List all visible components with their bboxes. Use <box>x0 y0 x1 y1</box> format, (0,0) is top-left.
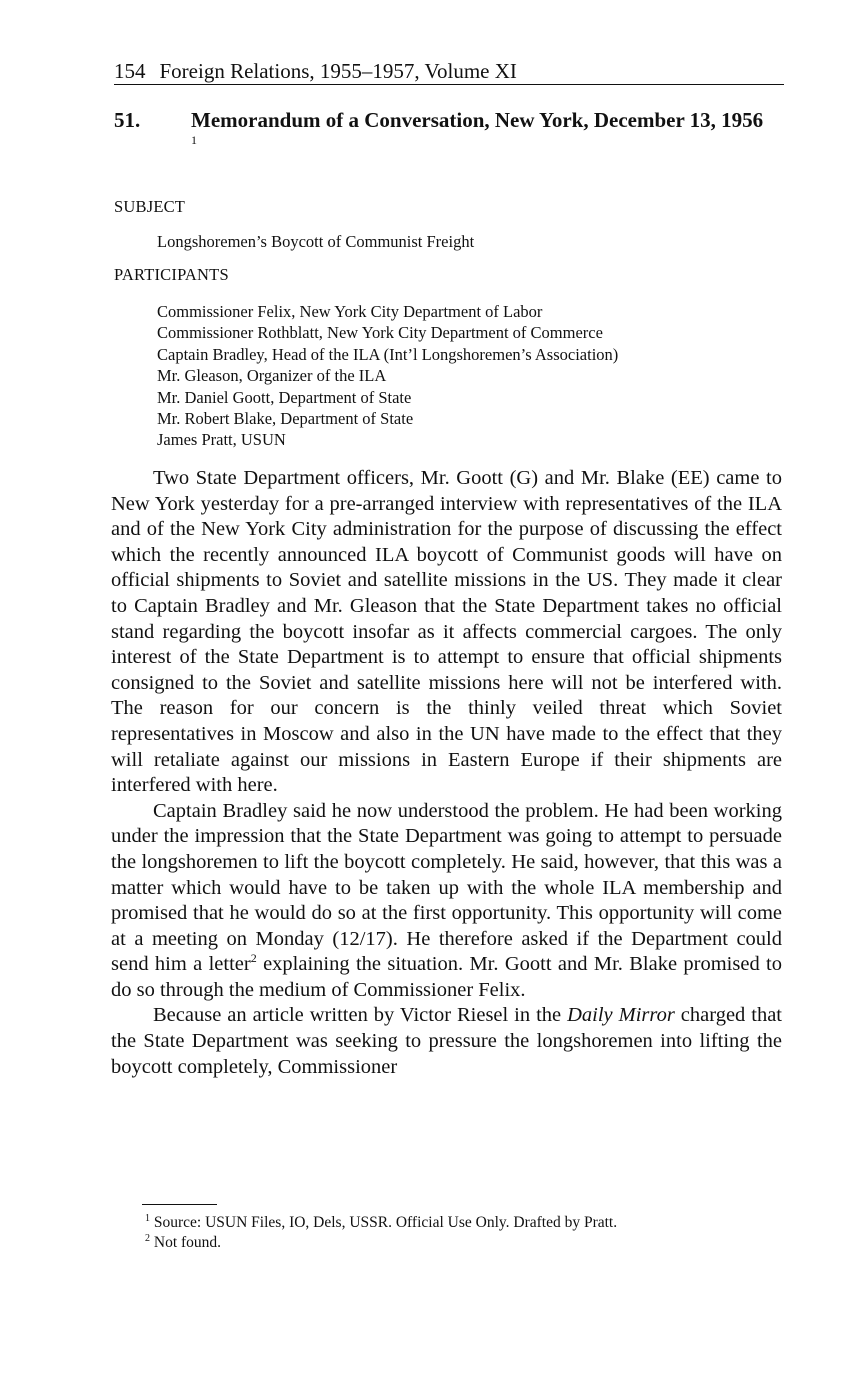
memo-body <box>111 466 782 1080</box>
participant-item: Commissioner Felix, New York City Department of Labor <box>157 302 543 321</box>
footnote-2 <box>145 1233 617 1253</box>
participant-item: Commissioner Rothblatt, New York City Department of Commerce <box>157 323 603 343</box>
paragraph-3-text-a: Because an article written by Victor Riesel in the <box>153 1004 568 1027</box>
paragraph-2 <box>111 799 782 1004</box>
document-title: Memorandum of a Conversation, New York, December 13, 1956 <box>191 108 764 132</box>
subject-text: Longshoremen’s Boycott of Communist Freight <box>157 232 475 251</box>
running-head <box>114 58 784 85</box>
paragraph-1: Two State Department officers, Mr. Goott (G) and Mr. Blake (EE) came to New York yesterday for a pre-arranged interview with representatives of the ILA and of the New York City administration for the purpose of discussing the effect which the recently announced ILA boycott of Communist goods will have on official shipments to Soviet and satellite missions in the US. They made it clear to Captain Bradley and Mr. Gleason that the State Department takes no official stand regarding the boycott insofar as it affects commercial cargoes. The only interest of the State Department is to attempt to ensure that official shipments consigned to the Soviet and satellite missions here will not be interfered with. The reason for our concern is the thinly veiled threat which Soviet representatives in Moscow and also in the UN have made to the effect that they will retaliate against our missions in Eastern Europe if their shipments are interfered with here. <box>111 467 782 797</box>
footnote-1-ref: 1 <box>145 1212 150 1224</box>
document-number: 51. <box>114 108 141 132</box>
paragraph-2-text-a: Captain Bradley said he now understood the problem. He had been working under the impression that the State Department was going to attempt to persuade the longshoremen to lift the boycott completely. He said, however, that this was a matter which would have to be taken up with the whole ILA membership and promised that he would do so at the first opportunity. This opportunity will come at a meeting on Monday (12/17). He therefore asked if the Department could send him a letter <box>111 799 782 976</box>
participants-list <box>157 301 618 451</box>
document-title-wrap <box>191 108 771 158</box>
publication-name: Daily Mirror <box>567 1004 675 1027</box>
participant-item: Mr. Robert Blake, Department of State <box>157 409 414 429</box>
paragraph-3 <box>111 1003 782 1080</box>
paragraph-2-text-b: explaining the situation. Mr. Goott and Mr. Blake promised to do so through the medium of Commissioner Felix. <box>111 953 782 1001</box>
footnote-2-ref: 2 <box>145 1232 150 1244</box>
title-footnote-ref: 1 <box>191 133 197 147</box>
paragraph-3-text-b: charged that the State Department was seeking to pressure the longshoremen into lifting the boycott completely, Commissioner <box>111 1004 783 1078</box>
footnote-1-text: Source: USUN Files, IO, Dels, USSR. Official Use Only. Drafted by Pratt. <box>153 1214 618 1231</box>
footnote-ref-2: 2 <box>250 951 257 966</box>
participant-item: James Pratt, USUN <box>157 430 286 450</box>
page-number: 154 <box>114 59 146 83</box>
participants-label: PARTICIPANTS <box>114 265 229 284</box>
footnote-divider <box>142 1204 217 1205</box>
volume-title: Foreign Relations, 1955–1957, Volume XI <box>159 59 517 83</box>
participant-item: Captain Bradley, Head of the ILA (Int’l Longshoremen’s Association) <box>157 344 619 364</box>
footnotes <box>145 1213 617 1253</box>
subject-label: SUBJECT <box>114 197 186 216</box>
footnote-1 <box>145 1213 617 1233</box>
participant-item: Mr. Gleason, Organizer of the ILA <box>157 366 387 386</box>
footnote-2-text: Not found. <box>153 1234 222 1251</box>
participant-item: Mr. Daniel Goott, Department of State <box>157 387 412 407</box>
